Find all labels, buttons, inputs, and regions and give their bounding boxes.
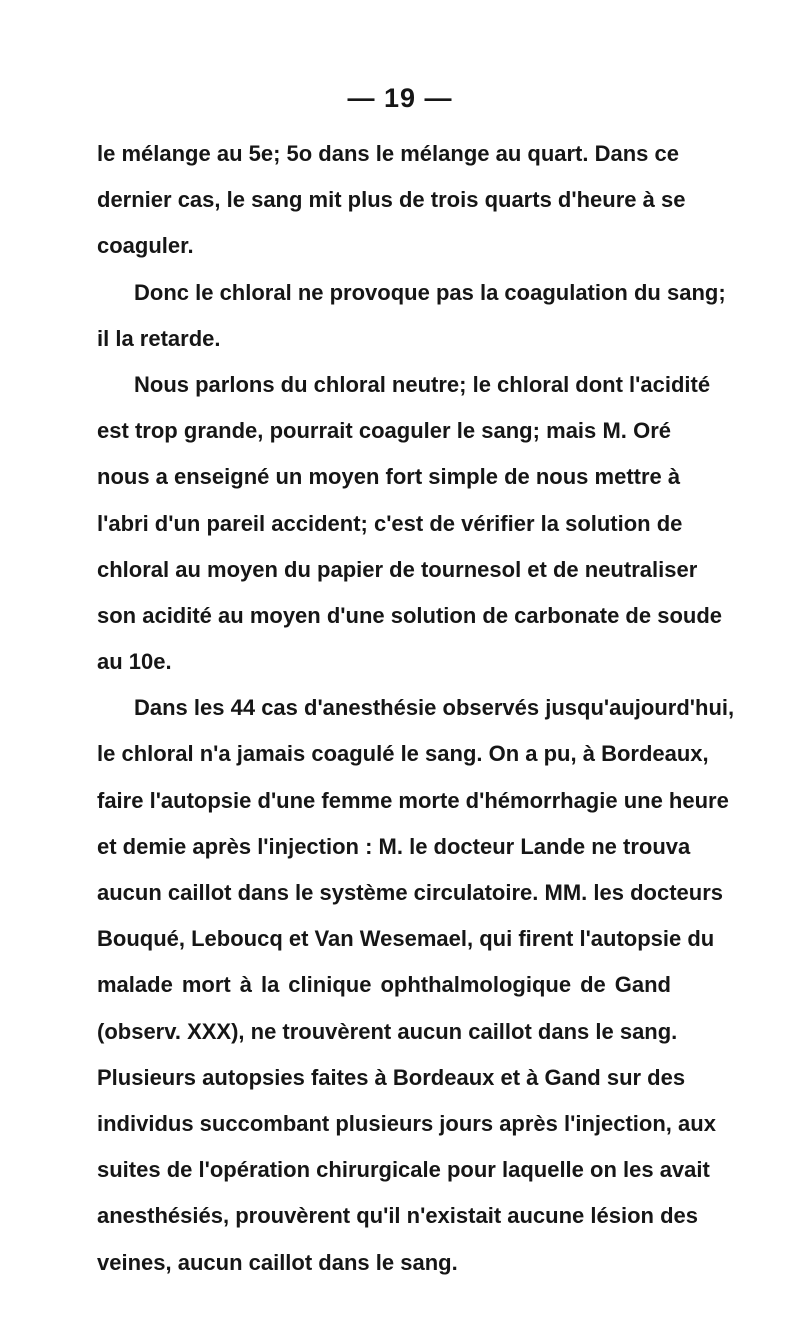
text-line: Dans les 44 cas d'anesthésie observés jusqu'aujourd'hui, <box>134 695 735 721</box>
text-line: le mélange au 5e; 5o dans le mélange au quart. Dans ce <box>97 141 679 166</box>
text-line: faire l'autopsie d'une femme morte d'hémorrhagie une heure <box>97 787 729 813</box>
text-line: et demie après l'injection : M. le docteur Lande ne trouva <box>97 833 691 859</box>
text-line: est trop grande, pourrait coaguler le sang; mais M. Oré <box>97 418 671 444</box>
text-line: dernier cas, le sang mit plus de trois quarts d'heure à se <box>97 187 686 213</box>
text-line: nous a enseigné un moyen fort simple de nous mettre à <box>97 464 681 490</box>
text-line: Bouqué, Leboucq et Van Wesemael, qui firent l'autopsie du <box>97 926 715 952</box>
text-line: Donc le chloral ne provoque pas la coagulation du sang; <box>134 279 726 305</box>
text-line: veines, aucun caillot dans le sang. <box>97 1249 458 1275</box>
text-line: il la retarde. <box>97 325 221 351</box>
page-number: — 19 — <box>347 83 453 113</box>
text-line: son acidité au moyen d'une solution de carbonate de soude <box>97 602 723 628</box>
text-line: coaguler. <box>97 233 194 259</box>
text-line: Plusieurs autopsies faites à Bordeaux et à Gand sur des <box>97 1064 686 1090</box>
text-line: Nous parlons du chloral neutre; le chloral dont l'acidité <box>134 371 711 397</box>
text-line: (observ. XXX), ne trouvèrent aucun caillot dans le sang. <box>97 1018 678 1044</box>
text-line: au 10e. <box>97 649 172 675</box>
text-line: le chloral n'a jamais coagulé le sang. On a pu, à Bordeaux, <box>97 741 709 767</box>
body-text <box>97 131 735 1286</box>
text-line: individus succombant plusieurs jours après l'injection, aux <box>97 1110 716 1136</box>
text-line: chloral au moyen du papier de tournesol et de neutraliser <box>97 556 698 582</box>
text-line: anesthésiés, prouvèrent qu'il n'existait aucune lésion des <box>97 1203 698 1229</box>
text-line: l'abri d'un pareil accident; c'est de vérifier la solution de <box>97 510 683 536</box>
text-line: suites de l'opération chirurgicale pour laquelle on les avait <box>97 1157 710 1183</box>
text-line: malade mort à la clinique ophthalmologique de Gand <box>97 972 671 998</box>
text-line: aucun caillot dans le système circulatoire. MM. les docteurs <box>97 880 723 905</box>
